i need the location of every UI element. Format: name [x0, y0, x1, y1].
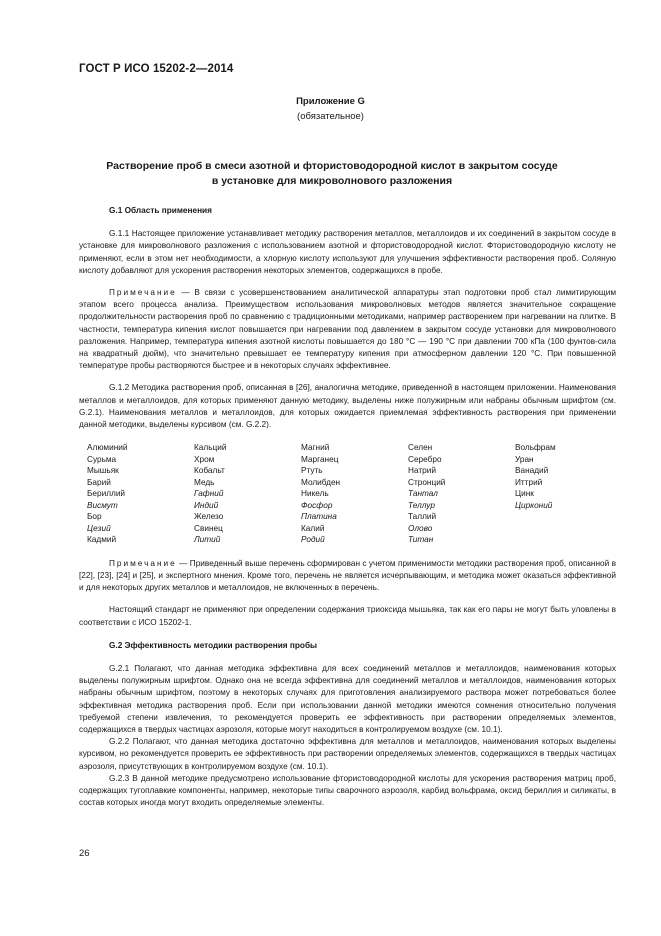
- element-name: Тантал: [408, 489, 438, 499]
- element-name: Теллур: [408, 500, 436, 510]
- note-1-text: — В связи с усовершенствованием аналитической аппаратуры этап подготовки проб стал лимитирующим этапом всего процесса анализа. Преимуществом использования микроволновых методов является значительное сокращение продолжительности растворения проб по сравнению с традиционными методиками, например растворением при нагревании на плитке. В частности, температура кипения кислот повышается при нагревании под давлением в закрытом сосуде установки для микроволнового разложения. Например, температура кипения азотной кислоты повышается до 180 °С — 190 °С при давлении 700 кПа (100 фунтов-сила на квадратный дюйм), что значительно превышает ее температуру кипения при атмосферном давлении 120 °С. При повышенной температуре пробы растворяются быстрее и в некоторых случаях эффективнее.: [79, 288, 616, 371]
- element-name: Бор: [87, 512, 102, 522]
- element-name: Иттрий: [515, 477, 543, 487]
- element-name: [515, 534, 622, 546]
- element-name: Вольфрам: [515, 443, 556, 453]
- heading-line-1: Растворение проб в смеси азотной и фтористоводородной кислот в закрытом сосуде: [106, 160, 558, 172]
- element-name: Уран: [515, 454, 534, 464]
- element-name: Никель: [301, 489, 329, 499]
- paragraph-g2-2: G.2.2 Полагают, что данная методика достаточно эффективна для металлов и металлоидов, наименования которых выделены курсивом, но рекомендуется проверить ее эффективность при растворении определяемых элементов, содержащихся в твердых частицах аэрозоля, присутствующих в контролируемом воздухе (см. 10.1).: [79, 737, 616, 771]
- element-name: Калий: [301, 523, 325, 533]
- element-name: Железо: [194, 512, 224, 522]
- paragraph-g1-1: G.1.1 Настоящее приложение устанавливает методику растворения металлов, металлоидов и их соединений в закрытом сосуде в установке для микроволнового разложения с использованием азотной и фтористоводородной кислот. Фтористоводородную кислоту не применяют, если в этом нет необходимости, а хлорную кислоту используют для улучшения эффективности растворения проб. Соляную кислоту добавляют для ускорения растворения некоторых элементов, содержащихся в пробе.: [79, 229, 616, 275]
- element-name: Бериллий: [87, 489, 126, 499]
- paragraph-g1-3: Настоящий стандарт не применяют при определении содержания триоксида мышьяка, так как его пары не могут быть уловлены в соответствии с ИСО 15202-1.: [79, 605, 616, 627]
- note-2-label: Примечание: [109, 558, 177, 568]
- page-number: 26: [79, 848, 90, 859]
- element-name: Хром: [194, 454, 215, 464]
- element-name: Натрий: [408, 466, 436, 476]
- element-name: Барий: [87, 477, 111, 487]
- element-name: Алюминий: [87, 443, 128, 453]
- element-name: Литий: [194, 535, 221, 545]
- element-name: Серебро: [408, 454, 442, 464]
- appendix-heading: [79, 159, 585, 189]
- element-name: Цирконий: [515, 500, 553, 510]
- element-name: Ртуть: [301, 466, 323, 476]
- element-name: Медь: [194, 477, 215, 487]
- element-name: Стронций: [408, 477, 446, 487]
- element-name: [515, 523, 622, 535]
- element-name: Родий: [301, 535, 325, 545]
- element-name: Таллий: [408, 512, 437, 522]
- element-name: Гафний: [194, 489, 224, 499]
- heading-line-2: в установке для микроволнового разложения: [211, 175, 453, 187]
- element-name: Олово: [408, 523, 433, 533]
- element-name: Марганец: [301, 454, 339, 464]
- element-name: Цинк: [515, 489, 534, 499]
- element-name: Селен: [408, 443, 433, 453]
- paragraph-g2-1: G.2.1 Полагают, что данная методика эффективна для всех соединений металлов и металлоидов, наименования которых выделены полужирным шрифтом. Однако она не всегда эффективна для соединений металлов и металлоидов, наименования которых набраны обычным шрифтом, поэтому в некоторых случаях для приготовления анализируемого раствора может потребоваться более эффективная методика растворения проб. Если при использовании данной методики имеются сомнения относительно получения требуемой степени извлечения, то рекомендуется проверить ее эффективность при растворении определяемых элементов, содержащихся в твердых частицах аэрозоля, которые могут находиться в контролируемом воздухе (см. 10.1).: [79, 663, 616, 734]
- appendix-block: [0, 94, 661, 124]
- element-name: Молибден: [301, 477, 341, 487]
- section-g1-heading: G.1 Область применения: [109, 206, 212, 215]
- element-name: Кобальт: [194, 466, 225, 476]
- element-name: Индий: [194, 500, 219, 510]
- element-name: Кадмий: [87, 535, 117, 545]
- element-name: Свинец: [194, 523, 223, 533]
- element-name: Ванадий: [515, 466, 549, 476]
- element-name: Фосфор: [301, 500, 333, 510]
- document-body: [79, 205, 616, 809]
- element-name: Сурьма: [87, 454, 117, 464]
- element-name: Титан: [408, 535, 434, 545]
- appendix-subtitle: (обязательное): [297, 111, 364, 122]
- section-g2-heading: G.2 Эффективность методики растворения пробы: [109, 640, 318, 650]
- note-2-text: — Приведенный выше перечень сформирован с учетом применимости методики растворения проб, описанной в [22], [23], [24] и [25], и экспертного мнения. Кроме того, перечень не является исчерпывающим, и методика может оказаться эффективной и для некоторых других металлов и металлоидов, не включенных в перечень.: [79, 558, 616, 593]
- elements-list: [87, 442, 616, 546]
- appendix-title: Приложение G: [296, 96, 365, 107]
- element-name: Платина: [301, 512, 337, 522]
- element-name: Цезий: [87, 523, 111, 533]
- element-name: [515, 511, 622, 523]
- element-name: Кальций: [194, 443, 227, 453]
- note-2: [79, 558, 616, 595]
- element-name: Висмут: [87, 500, 118, 510]
- element-name: Магний: [301, 443, 330, 453]
- element-name: Мышьяк: [87, 466, 119, 476]
- note-1: [79, 287, 616, 372]
- paragraph-g1-2: G.1.2 Методика растворения проб, описанная в [26], аналогична методике, приведенной в настоящем приложении. Наименования металлов и металлоидов, для которых применяют данную методику, выделены ниже полужирным или набраны обычным шрифтом (см. G.2.1). Наименования металлов и металлоидов, для которых ожидается приемлемая эффективность растворения при применении данной методики, выделены курсивом (см. G.2.2).: [79, 383, 616, 430]
- paragraph-g2-3: G.2.3 В данной методике предусмотрено использование фтористоводородной кислоты для ускорения растворения матриц проб, содержащих тугоплавкие компоненты, например, некоторые типы сварочного аэрозоля, карбид вольфрама, оксид бериллия и силикаты, в состав которых иногда могут входить определяемые элементы.: [79, 773, 616, 808]
- document-header: ГОСТ Р ИСО 15202-2—2014: [79, 63, 234, 75]
- note-1-label: Примечание: [109, 288, 177, 298]
